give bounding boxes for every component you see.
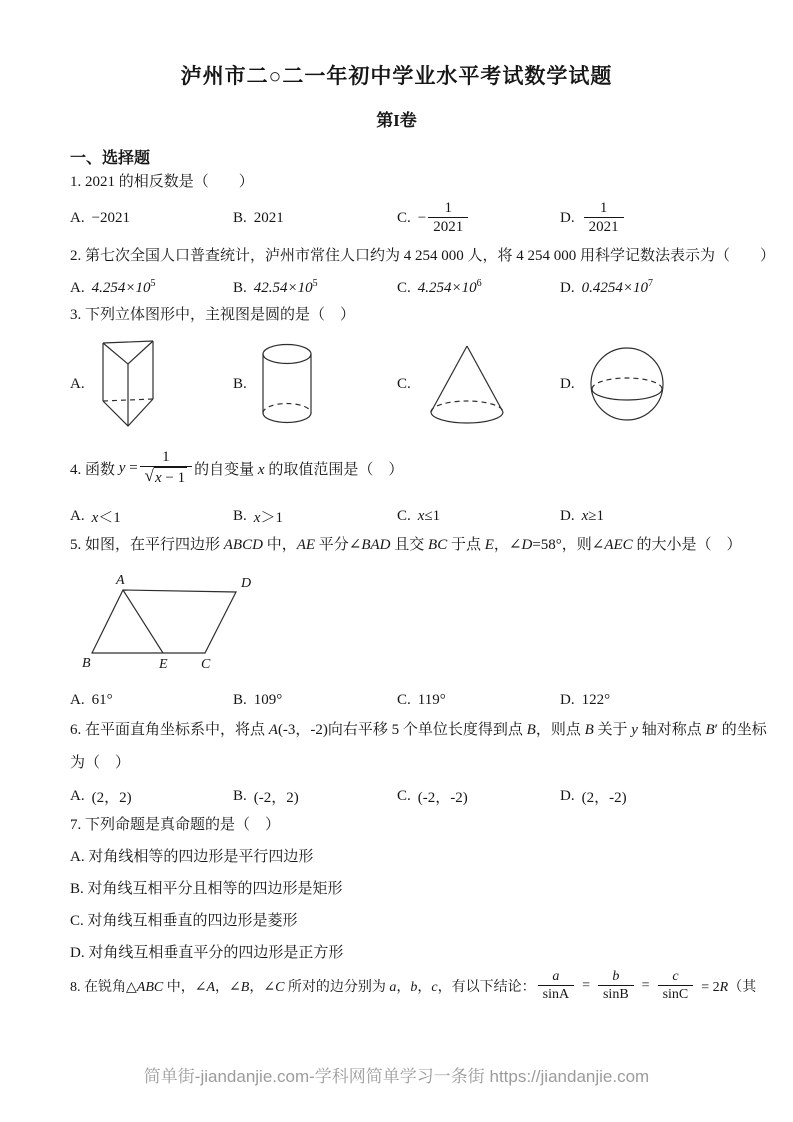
question-5-options xyxy=(70,688,723,712)
q4-option-d: D. x≥1 xyxy=(560,507,604,524)
volume-label: 第I卷 xyxy=(376,111,417,130)
q1-option-b: B. 2021 xyxy=(233,209,284,226)
question-3-text: 3. 下列立体图形中，主视图是圆的是（ ） xyxy=(70,307,356,323)
q7-option-a: A. 对角线相等的四边形是平行四边形 xyxy=(70,849,314,865)
q6-option-a: A. (2，2) xyxy=(70,787,132,806)
q6-option-c: C. (-2，-2) xyxy=(397,787,468,806)
question-6-text-line2: 为（ ） xyxy=(70,755,131,771)
q6-option-d: D. (2，-2) xyxy=(560,787,627,806)
q6-option-b: B. (-2，2) xyxy=(233,787,299,806)
q5-option-c: C. 119° xyxy=(397,691,446,708)
q5-option-a: A. 61° xyxy=(70,691,113,708)
vertex-label-a: A xyxy=(116,573,125,588)
question-5-figure xyxy=(72,568,267,673)
page-title: 泸州市二○二一年初中学业水平考试数学试题 xyxy=(180,64,613,88)
q3-figure-b-cylinder: B. xyxy=(233,333,397,435)
question-4-text: 4. 函数 y = 1 √ x − 1 的自变量 x 的取值范围是（ ） xyxy=(70,448,404,487)
question-3-figures xyxy=(70,333,723,435)
sphere-icon xyxy=(589,338,665,430)
cone-icon xyxy=(425,342,505,426)
q7-option-d: D. 对角线互相垂直平分的四边形是正方形 xyxy=(70,945,344,961)
question-8-text: 8. 在锐角△ABC 中，∠A，∠B，∠C 所对的边分别为 a，b，c，有以下结论： $\frac{a}{\sin A}$ = $\frac{b}{\sin B}$ = $\frac{c}{\sin C}$ = 2R（其 xyxy=(70,968,757,1002)
vertex-label-b: B xyxy=(82,656,91,671)
question-4-options xyxy=(70,504,723,528)
q3-figure-c-cone: C. xyxy=(397,333,560,435)
q3-figure-a-triangular-prism: A. xyxy=(70,333,233,435)
q1-option-c: C. − $\frac{1}{2021}$ xyxy=(397,194,560,242)
vertex-label-d: D xyxy=(241,576,252,591)
fraction: $\frac{b}{\sin B}$ xyxy=(598,969,634,1004)
question-2-text: 2. 第七次全国人口普查统计，泸州市常住人口约为 4 254 000 人，将 4 254 000 用科学记数法表示为（ ） xyxy=(70,248,776,264)
question-6-text-line1: 6. 在平面直角坐标系中，将点 A(-3，-2)向右平移 5 个单位长度得到点 B，则点 B 关于 y 轴对称点 B′ 的坐标 xyxy=(70,722,767,738)
q2-option-a: A. $4.254\times 10^5$ xyxy=(70,277,156,296)
vertex-label-c: C xyxy=(201,657,211,672)
q3-figure-d-sphere: D. xyxy=(560,333,723,435)
q7-option-c: C. 对角线互相垂直的四边形是菱形 xyxy=(70,913,298,929)
q1-option-d: D. $\frac{1}{2021}$ xyxy=(560,194,723,242)
question-5-text: 5. 如图，在平行四边形 ABCD 中，AE 平分∠BAD 且交 BC 于点 E，∠D=58°，则∠AEC 的大小是（ ） xyxy=(70,537,742,553)
q7-option-b: B. 对角线互相平分且相等的四边形是矩形 xyxy=(70,881,343,897)
q5-option-d: D. 122° xyxy=(560,691,611,708)
q2-option-d: D. $0.4254\times 10^7$ xyxy=(560,277,653,296)
question-7-text: 7. 下列命题是真命题的是（ ） xyxy=(70,817,281,833)
q4-option-a: A. x＜1 xyxy=(70,507,121,526)
q5-option-b: B. 109° xyxy=(233,691,283,708)
q4-option-b: B. x＞1 xyxy=(233,507,283,526)
fraction: $\frac{1}{2021}$ xyxy=(584,200,624,237)
fraction: $\frac{a}{\sin A}$ xyxy=(538,969,574,1004)
square-root: √ x − 1 xyxy=(144,466,186,487)
q1-option-a: A. −2021 xyxy=(70,209,131,226)
q2-option-b: B. $42.54\times 10^5$ xyxy=(233,277,318,296)
section-heading: 一、选择题 xyxy=(70,150,151,167)
fraction: $\frac{1}{2021}$ xyxy=(428,200,468,237)
question-7-options xyxy=(70,847,730,975)
q2-option-c: C. $4.254\times 10^6$ xyxy=(397,277,482,296)
fraction: $\frac{c}{\sin C}$ xyxy=(658,969,694,1004)
triangular-prism-icon xyxy=(99,337,157,432)
q4-option-c: C. x≤1 xyxy=(397,507,441,524)
footer-watermark: 简单街-jiandanjie.com-学科网简单学习一条街 https://jiandanjie.com xyxy=(143,1067,650,1086)
parallelogram-figure xyxy=(72,568,267,673)
question-1-text: 1. 2021 的相反数是（ ） xyxy=(70,174,254,190)
question-1-options xyxy=(70,194,723,242)
cylinder-icon xyxy=(261,343,313,425)
question-6-options xyxy=(70,784,723,808)
vertex-label-e: E xyxy=(159,657,168,672)
fraction: 1 √ x − 1 xyxy=(140,449,192,487)
question-2-options xyxy=(70,276,723,300)
